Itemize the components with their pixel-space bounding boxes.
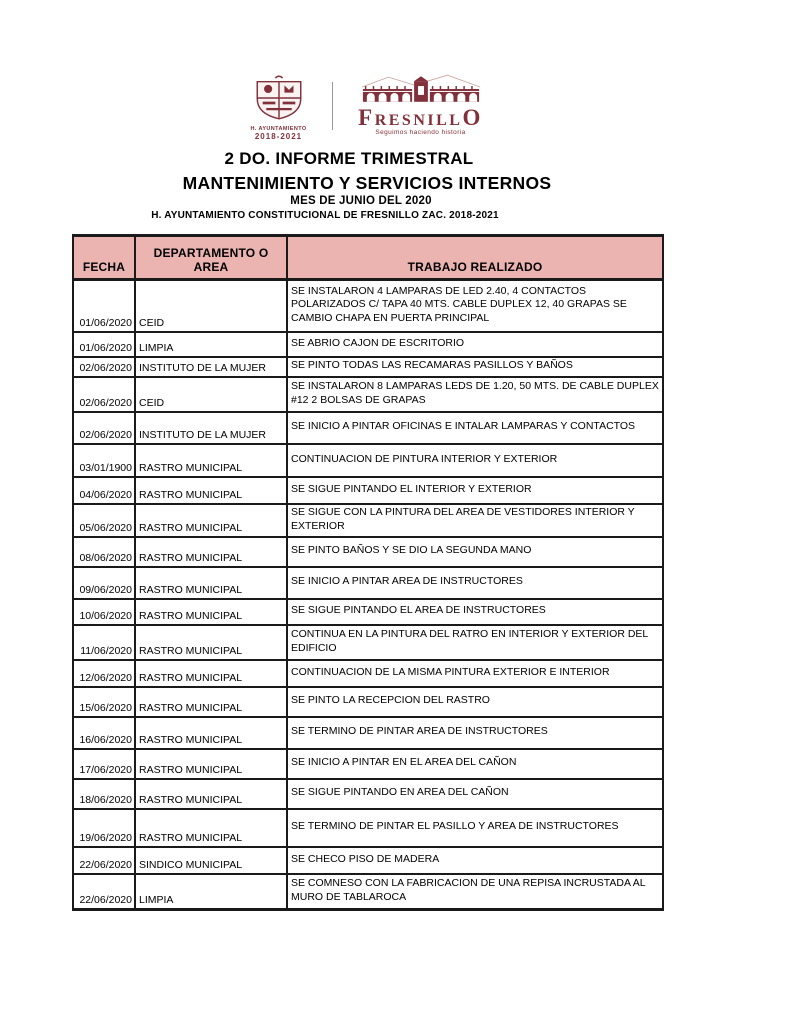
col-header-departamento: DEPARTAMENTO O AREA	[135, 236, 287, 280]
work-log-table	[72, 234, 664, 911]
cell-departamento: RASTRO MUNICIPAL	[135, 687, 287, 717]
cell-trabajo: SE INICIO A PINTAR OFICINAS E INTALAR LAMPARAS Y CONTACTOS	[287, 412, 663, 444]
cell-trabajo: SE TERMINO DE PINTAR EL PASILLO Y AREA DE INSTRUCTORES	[287, 809, 663, 847]
cell-fecha: 02/06/2020	[73, 412, 135, 444]
table-row	[73, 332, 663, 357]
ayuntamiento-shield-logo	[239, 74, 319, 141]
cell-fecha: 01/06/2020	[73, 332, 135, 357]
table-row	[73, 567, 663, 599]
table-row	[73, 660, 663, 687]
cell-fecha: 10/06/2020	[73, 599, 135, 625]
cell-departamento: LIMPIA	[135, 332, 287, 357]
cell-fecha: 22/06/2020	[73, 874, 135, 910]
cell-fecha: 02/06/2020	[73, 357, 135, 377]
cell-departamento: RASTRO MUNICIPAL	[135, 625, 287, 660]
table-row	[73, 717, 663, 749]
cell-fecha: 17/06/2020	[73, 749, 135, 779]
wordmark-middle: RESNILL	[374, 112, 463, 129]
cell-trabajo: SE ABRIO CAJON DE ESCRITORIO	[287, 332, 663, 357]
org-line: H. AYUNTAMIENTO CONSTITUCIONAL DE FRESNILLO ZAC. 2018-2021	[151, 210, 499, 221]
cell-trabajo: SE SIGUE PINTANDO EN AREA DEL CAÑON	[287, 779, 663, 809]
cell-trabajo: CONTINUACION DE PINTURA INTERIOR Y EXTERIOR	[287, 444, 663, 477]
cell-departamento: RASTRO MUNICIPAL	[135, 537, 287, 567]
fresnillo-wordmark	[346, 105, 496, 130]
table-header-row	[73, 236, 663, 280]
cell-fecha: 04/06/2020	[73, 477, 135, 504]
col-header-trabajo: TRABAJO REALIZADO	[287, 236, 663, 280]
table-row	[73, 377, 663, 412]
logo-block	[72, 74, 662, 140]
shield-caption: H. AYUNTAMIENTO	[250, 126, 307, 132]
cell-departamento: CEID	[135, 280, 287, 332]
cell-departamento: RASTRO MUNICIPAL	[135, 444, 287, 477]
cell-departamento: SINDICO MUNICIPAL	[135, 847, 287, 874]
cell-departamento: RASTRO MUNICIPAL	[135, 749, 287, 779]
cell-departamento: INSTITUTO DE LA MUJER	[135, 357, 287, 377]
table-row	[73, 779, 663, 809]
cell-departamento: RASTRO MUNICIPAL	[135, 660, 287, 687]
cell-trabajo: CONTINUA EN LA PINTURA DEL RATRO EN INTERIOR Y EXTERIOR DEL EDIFICIO	[287, 625, 663, 660]
cell-trabajo: SE CHECO PISO DE MADERA	[287, 847, 663, 874]
table-row	[73, 280, 663, 332]
cell-trabajo: SE PINTO LA RECEPCION DEL RASTRO	[287, 687, 663, 717]
cell-fecha: 01/06/2020	[73, 280, 135, 332]
fresnillo-aqueduct-icon	[357, 74, 485, 104]
cell-departamento: RASTRO MUNICIPAL	[135, 477, 287, 504]
cell-trabajo: SE SIGUE CON LA PINTURA DEL AREA DE VESTIDORES INTERIOR Y EXTERIOR	[287, 504, 663, 537]
report-subtitle: MANTENIMIENTO Y SERVICIOS INTERNOS	[182, 173, 552, 193]
cell-fecha: 18/06/2020	[73, 779, 135, 809]
cell-trabajo: CONTINUACION DE LA MISMA PINTURA EXTERIOR E INTERIOR	[287, 660, 663, 687]
report-title: 2 DO. INFORME TRIMESTRAL	[224, 149, 474, 168]
cell-fecha: 05/06/2020	[73, 504, 135, 537]
cell-trabajo: SE INICIO A PINTAR AREA DE INSTRUCTORES	[287, 567, 663, 599]
wordmark-first-letter: F	[358, 105, 375, 130]
report-period: MES DE JUNIO DEL 2020	[290, 195, 432, 207]
table-row	[73, 749, 663, 779]
shield-crest-icon	[250, 74, 308, 122]
cell-trabajo: SE INSTALARON 8 LAMPARAS LEDS DE 1.20, 50 MTS. DE CABLE DUPLEX #12 2 BOLSAS DE GRAPAS	[287, 377, 663, 412]
table-row	[73, 599, 663, 625]
table-body	[73, 280, 663, 910]
document-content	[72, 74, 662, 911]
cell-fecha: 15/06/2020	[73, 687, 135, 717]
table-row	[73, 357, 663, 377]
cell-fecha: 08/06/2020	[73, 537, 135, 567]
cell-fecha: 09/06/2020	[73, 567, 135, 599]
table-row	[73, 874, 663, 910]
cell-trabajo: SE INICIO A PINTAR EN EL AREA DEL CAÑON	[287, 749, 663, 779]
cell-trabajo: SE PINTO BAÑOS Y SE DIO LA SEGUNDA MANO	[287, 537, 663, 567]
fresnillo-logo	[346, 74, 496, 136]
cell-fecha: 19/06/2020	[73, 809, 135, 847]
fresnillo-tagline: Seguimos haciendo historia	[375, 128, 466, 136]
cell-departamento: RASTRO MUNICIPAL	[135, 599, 287, 625]
cell-fecha: 12/06/2020	[73, 660, 135, 687]
table-row	[73, 687, 663, 717]
cell-trabajo: SE SIGUE PINTANDO EL INTERIOR Y EXTERIOR	[287, 477, 663, 504]
cell-fecha: 03/01/1900	[73, 444, 135, 477]
shield-years: 2018-2021	[254, 131, 303, 141]
cell-trabajo: SE COMNESO CON LA FABRICACION DE UNA REPISA INCRUSTADA AL MURO DE TABLAROCA	[287, 874, 663, 910]
cell-departamento: RASTRO MUNICIPAL	[135, 809, 287, 847]
cell-trabajo: SE PINTO TODAS LAS RECAMARAS PASILLOS Y BAÑOS	[287, 357, 663, 377]
table-row	[73, 625, 663, 660]
cell-departamento: RASTRO MUNICIPAL	[135, 567, 287, 599]
table-row	[73, 809, 663, 847]
cell-departamento: RASTRO MUNICIPAL	[135, 504, 287, 537]
cell-trabajo: SE INSTALARON 4 LAMPARAS DE LED 2.40, 4 CONTACTOS POLARIZADOS C/ TAPA 40 MTS. CABLE DUPLEX 12, 40 GRAPAS SE CAMBIO CHAPA EN PUERTA PRINCIPAL	[287, 280, 663, 332]
cell-departamento: RASTRO MUNICIPAL	[135, 717, 287, 749]
cell-trabajo: SE TERMINO DE PINTAR AREA DE INSTRUCTORES	[287, 717, 663, 749]
table-row	[73, 847, 663, 874]
table-row	[73, 444, 663, 477]
cell-fecha: 22/06/2020	[73, 847, 135, 874]
cell-trabajo: SE SIGUE PINTANDO EL AREA DE INSTRUCTORES	[287, 599, 663, 625]
table-row	[73, 537, 663, 567]
cell-departamento: LIMPIA	[135, 874, 287, 910]
table-row	[73, 412, 663, 444]
col-header-fecha: FECHA	[73, 236, 135, 280]
table-row	[73, 504, 663, 537]
cell-fecha: 16/06/2020	[73, 717, 135, 749]
cell-departamento: INSTITUTO DE LA MUJER	[135, 412, 287, 444]
wordmark-last-letter: O	[462, 105, 483, 130]
cell-departamento: RASTRO MUNICIPAL	[135, 779, 287, 809]
cell-fecha: 11/06/2020	[73, 625, 135, 660]
cell-fecha: 02/06/2020	[73, 377, 135, 412]
logo-divider	[332, 82, 333, 130]
table-row	[73, 477, 663, 504]
cell-departamento: CEID	[135, 377, 287, 412]
